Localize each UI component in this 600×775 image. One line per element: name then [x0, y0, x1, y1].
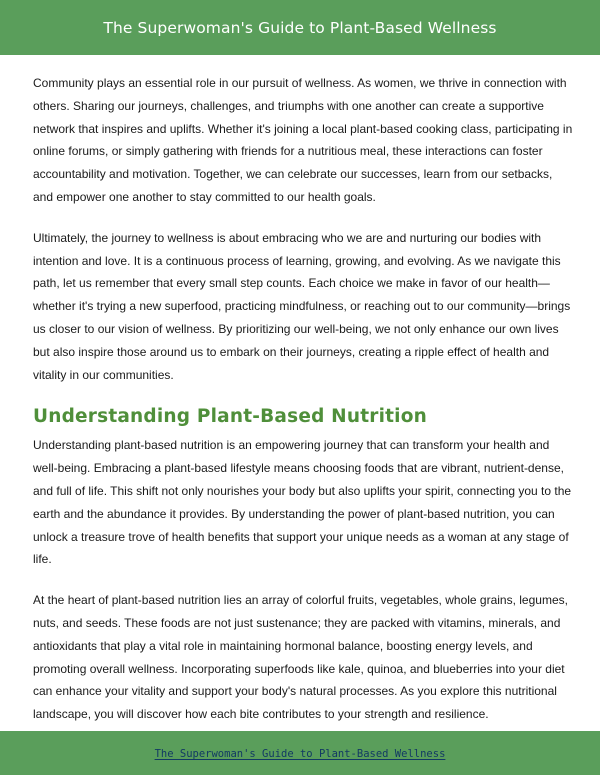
section-heading: Understanding Plant-Based Nutrition: [33, 406, 427, 428]
page-content: [33, 72, 573, 744]
body-paragraph: At the heart of plant-based nutrition lies an array of colorful fruits, vegetables, whole grains, legumes, nuts, and seeds. These foods are not just sustenance; they are packed with vitamins, minerals, and antioxidants that play a vital role in maintaining hormonal balance, boosting energy levels, and promoting overall wellness. Incorporating superfoods like kale, quinoa, and blueberries into your diet can enhance your vitality and support your body's natural processes. As you explore this nutritional landscape, you will discover how each bite contributes to your strength and resilience.: [33, 593, 568, 722]
body-paragraph: Community plays an essential role in our pursuit of wellness. As women, we thrive in connection with others. Sharing our journeys, challenges, and triumphs with one another can create a supportive network that inspires and uplifts. Whether it's joining a local plant-based cooking class, participating in online forums, or simply gathering with friends for a nutritious meal, these interactions can foster accountability and motivation. Together, we can celebrate our successes, learn from our setbacks, and empower one another to stay committed to our health goals.: [33, 76, 573, 204]
body-paragraph: Ultimately, the journey to wellness is about embracing who we are and nurturing our bodies with intention and love. It is a continuous process of learning, growing, and evolving. As we navigate this path, let us remember that every small step counts. Each choice we make in favor of our health—whether it's trying a new superfood, practicing mindfulness, or reaching out to our community—brings us closer to our vision of wellness. By prioritizing our well-being, we not only enhance our own lives but also inspire those around us to embark on their journeys, creating a ripple effect of health and vitality in our communities.: [33, 230, 571, 382]
footer-title-link[interactable]: The Superwoman's Guide to Plant-Based Wellness: [154, 748, 446, 760]
page-header: [0, 0, 600, 55]
page-footer: [0, 731, 600, 775]
header-title: The Superwoman's Guide to Plant-Based Wellness: [103, 18, 497, 37]
body-paragraph: Understanding plant-based nutrition is an empowering journey that can transform your health and well-being. Embracing a plant-based lifestyle means choosing foods that are vibrant, nutrient-dense, and full of life. This shift not only nourishes your body but also uplifts your spirit, connecting you to the earth and the abundance it provides. By understanding the power of plant-based nutrition, you can unlock a treasure trove of health benefits that support your unique needs as a woman at any stage of life.: [33, 438, 572, 567]
